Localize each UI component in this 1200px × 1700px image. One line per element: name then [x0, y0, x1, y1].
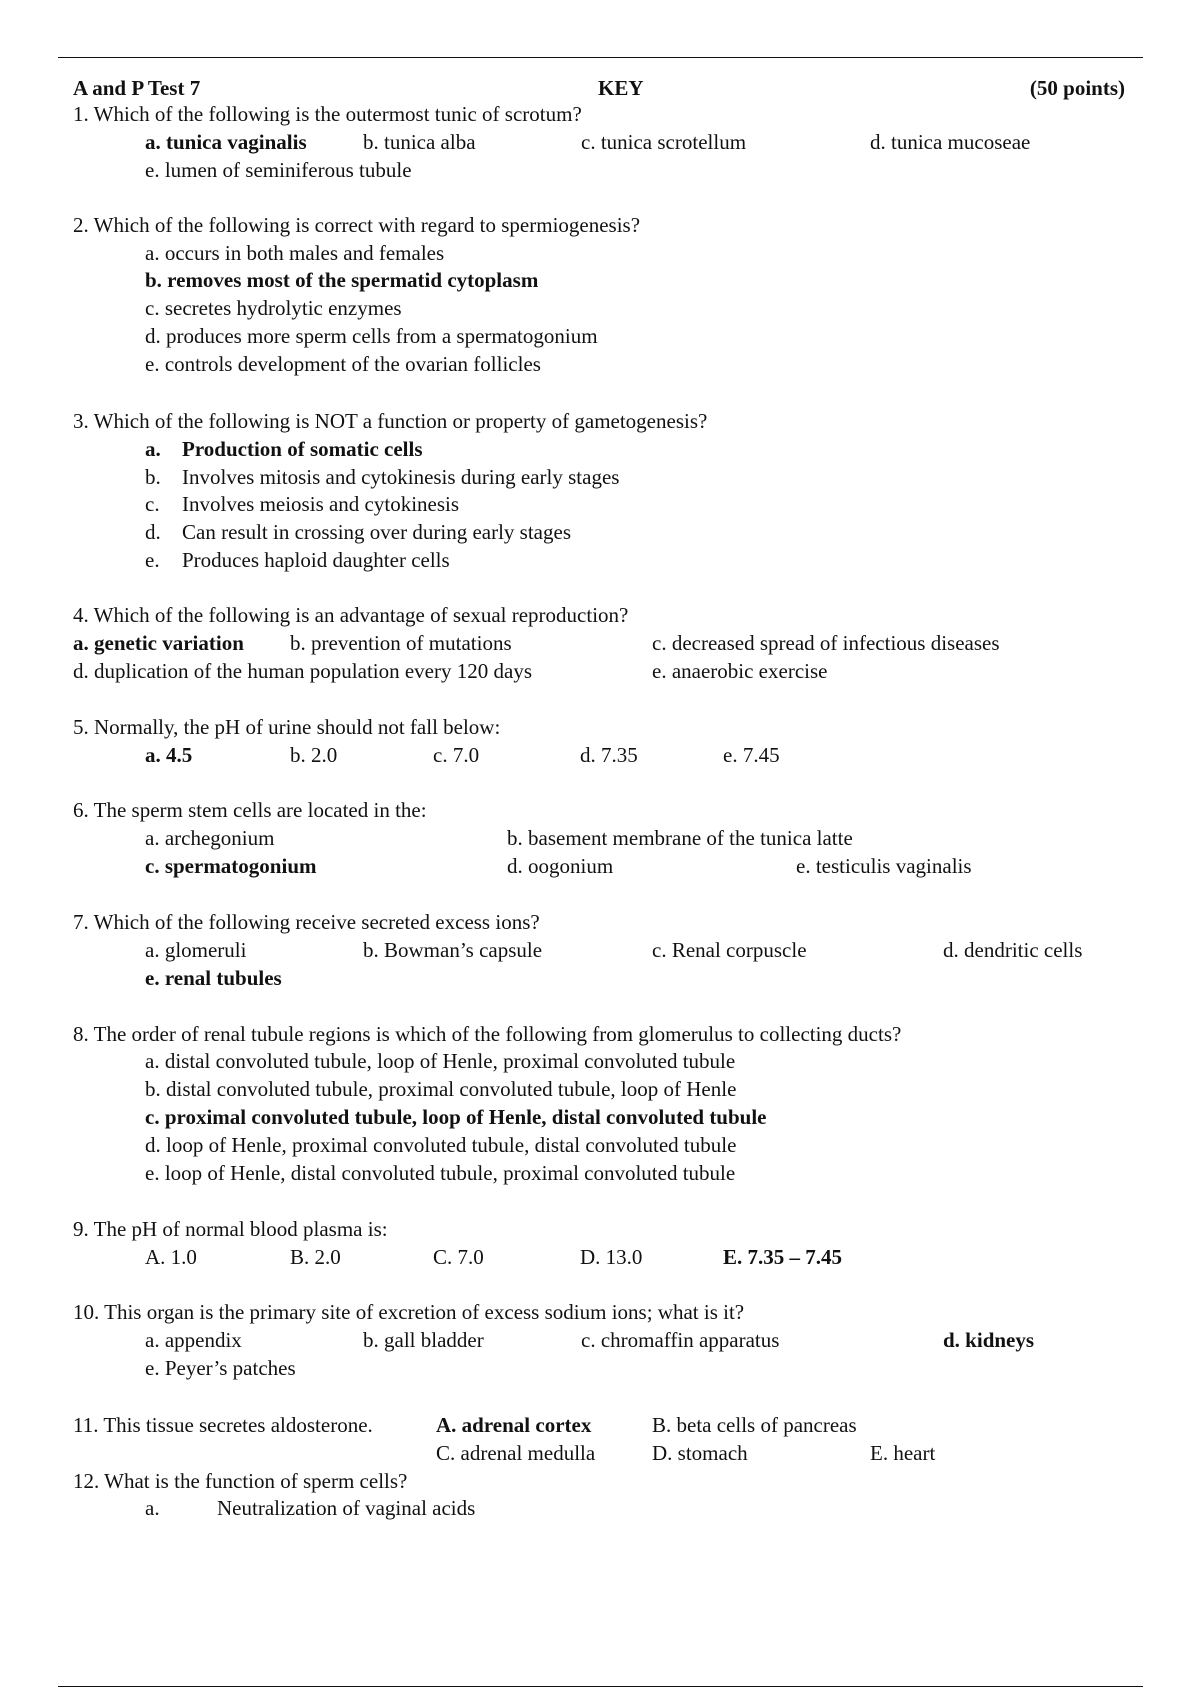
q11-option-d: D. stomach	[652, 1441, 748, 1465]
q8-option-d: d. loop of Henle, proximal convoluted tubule, distal convoluted tubule	[145, 1133, 737, 1157]
q9-option-c: C. 7.0	[433, 1245, 484, 1269]
header	[73, 74, 1125, 102]
q2-option-a: a. occurs in both males and females	[145, 241, 445, 265]
points-label: (50 points)	[1029, 76, 1125, 100]
q9-option-d: D. 13.0	[580, 1245, 643, 1269]
q5-option-b: b. 2.0	[290, 743, 338, 767]
q6-option-e: e. testiculis vaginalis	[796, 854, 972, 878]
q8-option-c: c. proximal convoluted tubule, loop of Henle, distal convoluted tubule	[145, 1105, 767, 1129]
q11-option-b: B. beta cells of pancreas	[652, 1413, 857, 1437]
question-9-stem: 9. The pH of normal blood plasma is:	[73, 1217, 388, 1241]
q10-option-c: c. chromaffin apparatus	[581, 1328, 780, 1352]
q5-option-d: d. 7.35	[580, 743, 638, 767]
bottom-rule	[58, 1686, 1143, 1687]
q3-option-d-text: Can result in crossing over during early stages	[182, 520, 571, 544]
q10-option-a: a. appendix	[145, 1328, 242, 1352]
q4-option-b: b. prevention of mutations	[290, 631, 512, 655]
question-8-stem: 8. The order of renal tubule regions is which of the following from glomerulus to collecting ducts?	[73, 1022, 902, 1046]
q5-option-e: e. 7.45	[723, 743, 780, 767]
q12-option-a-text: Neutralization of vaginal acids	[217, 1496, 476, 1520]
q10-option-b: b. gall bladder	[363, 1328, 484, 1352]
q2-option-b: b. removes most of the spermatid cytoplasm	[145, 268, 539, 292]
question-11-stem: 11. This tissue secretes aldosterone.	[73, 1413, 373, 1437]
q7-option-c: c. Renal corpuscle	[652, 938, 807, 962]
q11-option-e: E. heart	[870, 1441, 936, 1465]
q7-option-a: a. glomeruli	[145, 938, 247, 962]
q9-option-e: E. 7.35 – 7.45	[723, 1245, 843, 1269]
q3-option-e-text: Produces haploid daughter cells	[182, 548, 450, 572]
q6-option-b: b. basement membrane of the tunica latte	[507, 826, 853, 850]
q10-option-d: d. kidneys	[943, 1328, 1035, 1352]
key-label: KEY	[598, 76, 644, 100]
q11-option-c: C. adrenal medulla	[436, 1441, 596, 1465]
question-10-stem: 10. This organ is the primary site of excretion of excess sodium ions; what is it?	[73, 1300, 745, 1324]
question-5-stem: 5. Normally, the pH of urine should not fall below:	[73, 715, 501, 739]
q2-option-c: c. secretes hydrolytic enzymes	[145, 296, 402, 320]
q3-option-a-text: Production of somatic cells	[182, 437, 423, 461]
q7-option-d: d. dendritic cells	[943, 938, 1083, 962]
q5-option-c: c. 7.0	[433, 743, 480, 767]
q4-option-d: d. duplication of the human population every 120 days	[73, 659, 532, 683]
question-6-stem: 6. The sperm stem cells are located in the:	[73, 798, 427, 822]
q4-option-a: a. genetic variation	[73, 631, 244, 655]
q8-option-e: e. loop of Henle, distal convoluted tubule, proximal convoluted tubule	[145, 1161, 736, 1185]
q6-option-c: c. spermatogonium	[145, 854, 317, 878]
top-rule	[58, 57, 1143, 58]
q8-option-a: a. distal convoluted tubule, loop of Henle, proximal convoluted tubule	[145, 1049, 736, 1073]
q12-option-a-letter: a.	[145, 1496, 160, 1520]
q1-option-d: d. tunica mucoseae	[870, 130, 1031, 154]
q3-option-b-text: Involves mitosis and cytokinesis during early stages	[182, 465, 620, 489]
question-1-stem: 1. Which of the following is the outermost tunic of scrotum?	[73, 102, 582, 126]
q1-option-e: e. lumen of seminiferous tubule	[145, 158, 412, 182]
q1-option-c: c. tunica scrotellum	[581, 130, 747, 154]
q5-option-a: a. 4.5	[145, 743, 193, 767]
q8-option-b: b. distal convoluted tubule, proximal convoluted tubule, loop of Henle	[145, 1077, 737, 1101]
q7-option-e: e. renal tubules	[145, 966, 282, 990]
q4-option-e: e. anaerobic exercise	[652, 659, 828, 683]
q1-option-b: b. tunica alba	[363, 130, 476, 154]
q2-option-d: d. produces more sperm cells from a spermatogonium	[145, 324, 598, 348]
q10-option-e: e. Peyer’s patches	[145, 1356, 296, 1380]
q1-option-a: a. tunica vaginalis	[145, 130, 307, 154]
page-title: A and P Test 7	[73, 76, 201, 100]
question-3-stem: 3. Which of the following is NOT a function or property of gametogenesis?	[73, 409, 708, 433]
q3-option-d-letter: d.	[145, 520, 161, 544]
q3-option-b-letter: b.	[145, 465, 161, 489]
q9-option-a: A. 1.0	[145, 1245, 197, 1269]
q3-option-a-letter: a.	[145, 437, 161, 461]
q2-option-e: e. controls development of the ovarian follicles	[145, 352, 541, 376]
q3-option-c-text: Involves meiosis and cytokinesis	[182, 492, 460, 516]
q7-option-b: b. Bowman’s capsule	[363, 938, 543, 962]
question-4-stem: 4. Which of the following is an advantage of sexual reproduction?	[73, 603, 629, 627]
q11-option-a: A. adrenal cortex	[436, 1413, 592, 1437]
question-7-stem: 7. Which of the following receive secreted excess ions?	[73, 910, 540, 934]
q9-option-b: B. 2.0	[290, 1245, 341, 1269]
q6-option-a: a. archegonium	[145, 826, 275, 850]
q3-option-c-letter: c.	[145, 492, 160, 516]
q3-option-e-letter: e.	[145, 548, 160, 572]
question-12-stem: 12. What is the function of sperm cells?	[73, 1469, 408, 1493]
q4-option-c: c. decreased spread of infectious diseases	[652, 631, 1000, 655]
q6-option-d: d. oogonium	[507, 854, 614, 878]
question-2-stem: 2. Which of the following is correct with regard to spermiogenesis?	[73, 213, 641, 237]
